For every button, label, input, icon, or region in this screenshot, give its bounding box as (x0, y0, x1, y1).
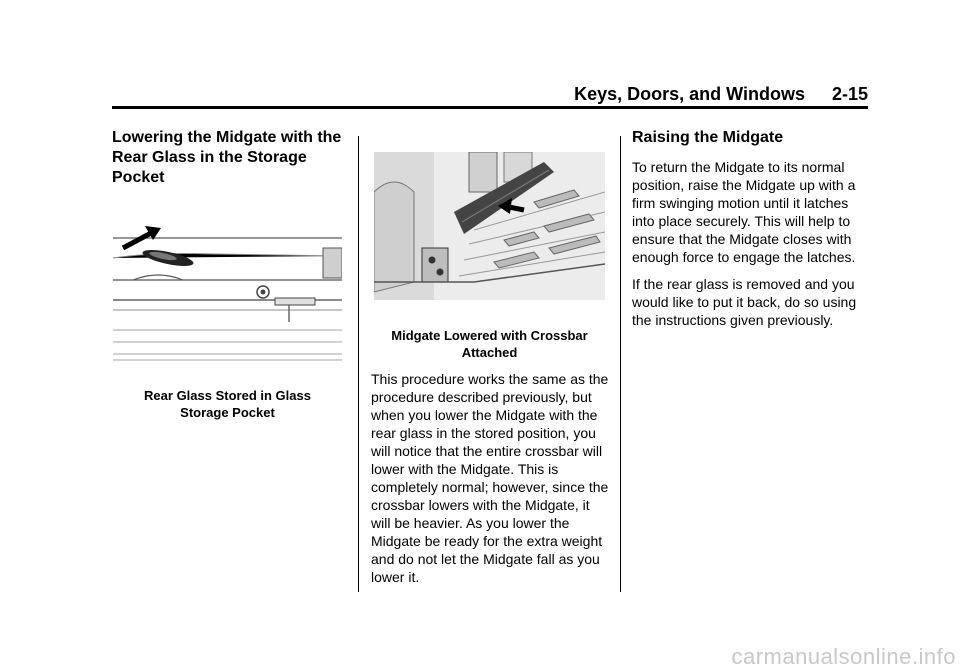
body-paragraph-raising-2: If the rear glass is removed and you would like to put it back, do so using the instructions given previously. (632, 276, 857, 328)
page-number: 2-15 (831, 84, 868, 104)
section-heading-raising: Raising the Midgate (632, 129, 784, 146)
column-3 (632, 128, 870, 329)
body-paragraph-lowering: This procedure works the same as the procedure described previously, but when you lower the Midgate with the rear glass in the stored position, you will notice that the entire crossbar will lower with the Midgate. This is completely normal; however, since the crossbar lowers with the Midgate, it will be heavier. As you lower the Midgate be ready for the extra weight and do not let the Midgate fall as you lower it. (371, 371, 609, 585)
column-divider-1 (358, 136, 359, 592)
column-1 (112, 128, 344, 188)
figure-rear-glass-storage (113, 218, 342, 362)
figure-caption-midgate-lowered: Midgate Lowered with Crossbar Attached (391, 328, 588, 360)
column-divider-2 (620, 136, 621, 592)
body-paragraph-raising-1: To return the Midgate to its normal position, raise the Midgate up with a firm swinging motion until it latches into place securely. This will help to ensure that the Midgate closes with enough force to engage the latches. (632, 159, 856, 265)
page-header (112, 82, 868, 106)
rear-glass-illustration (113, 218, 342, 362)
column-2-body (371, 370, 609, 586)
section-title: Keys, Doors, and Windows (574, 84, 805, 104)
midgate-illustration (374, 152, 605, 300)
figure-caption-rear-glass: Rear Glass Stored in Glass Storage Pocket (144, 388, 311, 420)
figure-midgate-lowered (374, 152, 605, 300)
watermark: carmanualsonline.info (731, 644, 956, 669)
header-rule (112, 106, 868, 109)
section-heading-lowering: Lowering the Midgate with the Rear Glass in the Storage Pocket (112, 129, 342, 186)
